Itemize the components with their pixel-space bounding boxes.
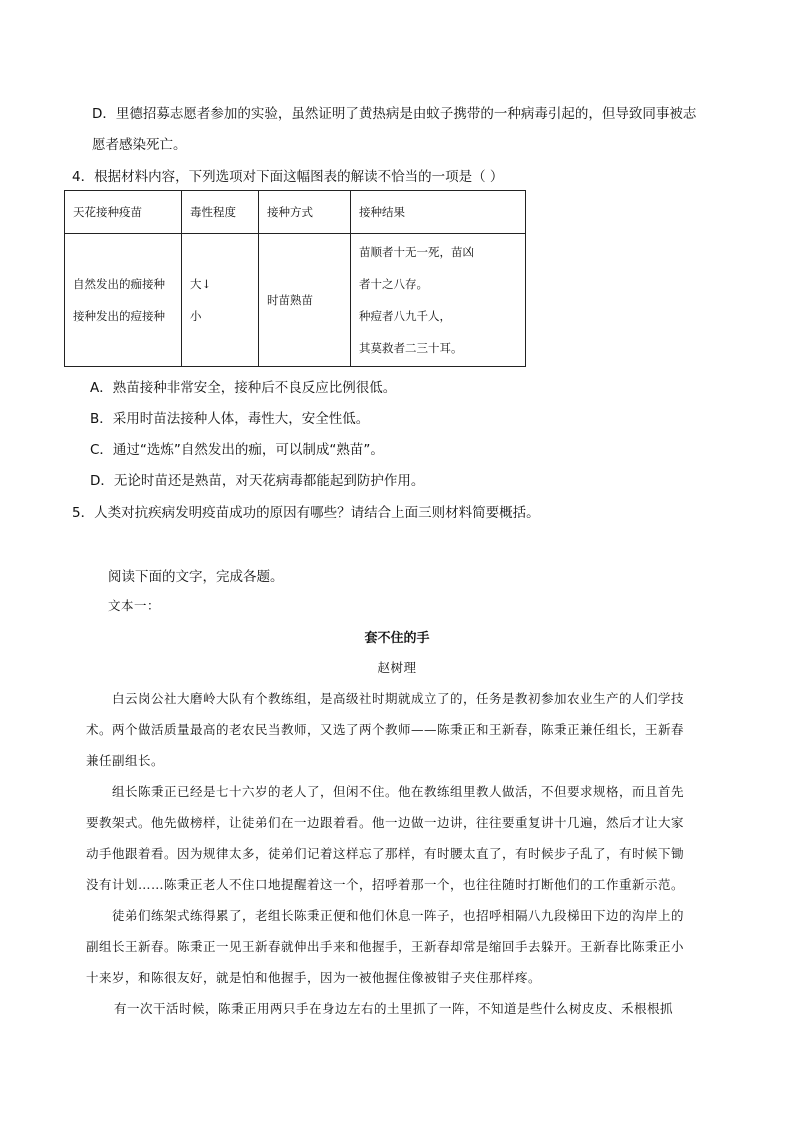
cell-result-line: 者十之八存。 bbox=[359, 277, 428, 291]
cell-result-line: 苗顺者十无一死，苗凶 bbox=[359, 245, 474, 259]
paragraph-line: 术。两个做活质量最高的老农民当教师，又选了两个教师——陈秉正和王新春，陈秉正兼任组长，王新春 bbox=[86, 722, 685, 737]
q4-option-a: A．熟苗接种非常安全，接种后不良反应比例很低。 bbox=[90, 380, 397, 396]
cell-result-line: 其莫救者二三十耳。 bbox=[359, 341, 463, 355]
cell-vaccine-line: 接种发出的痘接种 bbox=[73, 309, 165, 323]
q4-option-c: C．通过“选炼”自然发出的痂，可以制成“熟苗”。 bbox=[90, 442, 384, 458]
paragraph-line: 有一次干活时候，陈秉正用两只手在身边左右的土里抓了一阵，不知道是些什么树皮皮、禾根根抓 bbox=[114, 1001, 674, 1016]
paragraph-line: 副组长王新春。陈秉正一见王新春就伸出手来和他握手，王新春却常是缩回手去躲开。王新春比陈秉正小 bbox=[86, 939, 685, 954]
q4-stem: 4．根据材料内容，下列选项对下面这幅图表的解读不恰当的一项是（ ） bbox=[72, 169, 504, 185]
paragraph-line: 徒弟们练架式练得累了，老组长陈秉正便和他们休息一阵子，也招呼相隔八九段梯田下边的沟岸上的 bbox=[112, 908, 685, 923]
table-header-row bbox=[65, 191, 526, 234]
header-method: 接种方式 bbox=[259, 191, 351, 234]
header-toxicity: 毒性程度 bbox=[182, 191, 259, 234]
q4-option-d: D．无论时苗还是熟苗，对天花病毒都能起到防护作用。 bbox=[90, 473, 425, 489]
cell-result bbox=[351, 234, 526, 367]
cell-vaccine bbox=[65, 234, 182, 367]
header-vaccine: 天花接种疫苗 bbox=[65, 191, 182, 234]
cell-toxicity-line: 小 bbox=[190, 309, 202, 323]
cell-toxicity bbox=[182, 234, 259, 367]
paragraph-line: 没有计划……陈秉正老人不住口地提醒着这一个，招呼着那一个，也往往随时打断他们的工作重新示范。 bbox=[86, 877, 685, 892]
q3-option-d-line1: D．里德招募志愿者参加的实验，虽然证明了黄热病是由蚊子携带的一种病毒引起的，但导致同事被志 bbox=[92, 106, 697, 122]
header-result: 接种结果 bbox=[351, 191, 526, 234]
paragraph-line: 兼任副组长。 bbox=[86, 753, 165, 768]
cell-result-line: 种痘者八九千人， bbox=[359, 309, 451, 323]
cell-method: 时苗熟苗 bbox=[259, 234, 351, 367]
table-row bbox=[65, 234, 526, 367]
cell-toxicity-line: 大↓ bbox=[190, 277, 212, 291]
q4-option-b: B．采用时苗法接种人体，毒性大，安全性低。 bbox=[90, 411, 370, 427]
q5-stem: 5．人类对抗疾病发明疫苗成功的原因有哪些？请结合上面三则材料简要概括。 bbox=[72, 505, 540, 521]
paragraph-line: 十来岁，和陈很友好，就是怕和他握手，因为一被他握住像被钳子夹住那样疼。 bbox=[86, 970, 542, 985]
paragraph-line: 组长陈秉正已经是七十六岁的老人了，但闲不住。他在教练组里教人做活，不但要求规格，而且首先 bbox=[112, 784, 685, 799]
q4-vaccine-table bbox=[64, 190, 526, 367]
cell-vaccine-line: 自然发出的痂接种 bbox=[73, 277, 165, 291]
text-label: 文本一： bbox=[108, 598, 161, 613]
paragraph-line: 动手他跟着看。因为规律太多，徒弟们记着这样忘了那样，有时腰太直了，有时候步子乱了，有时候下锄 bbox=[86, 846, 685, 861]
paragraph-line: 白云岗公社大磨岭大队有个教练组，是高级社时期就成立了的，任务是教初参加农业生产的人们学技 bbox=[112, 691, 685, 706]
q3-option-d-line2: 愿者感染死亡。 bbox=[92, 137, 187, 153]
story-author: 赵树理 bbox=[377, 660, 417, 675]
story-title: 套不住的手 bbox=[364, 631, 430, 646]
paragraph-line: 要教架式。他先做榜样，让徒弟们在一边跟着看。他一边做一边讲，往往要重复讲十几遍，然后才让大家 bbox=[86, 815, 685, 830]
reading-instruction: 阅读下面的文字，完成各题。 bbox=[108, 569, 284, 585]
